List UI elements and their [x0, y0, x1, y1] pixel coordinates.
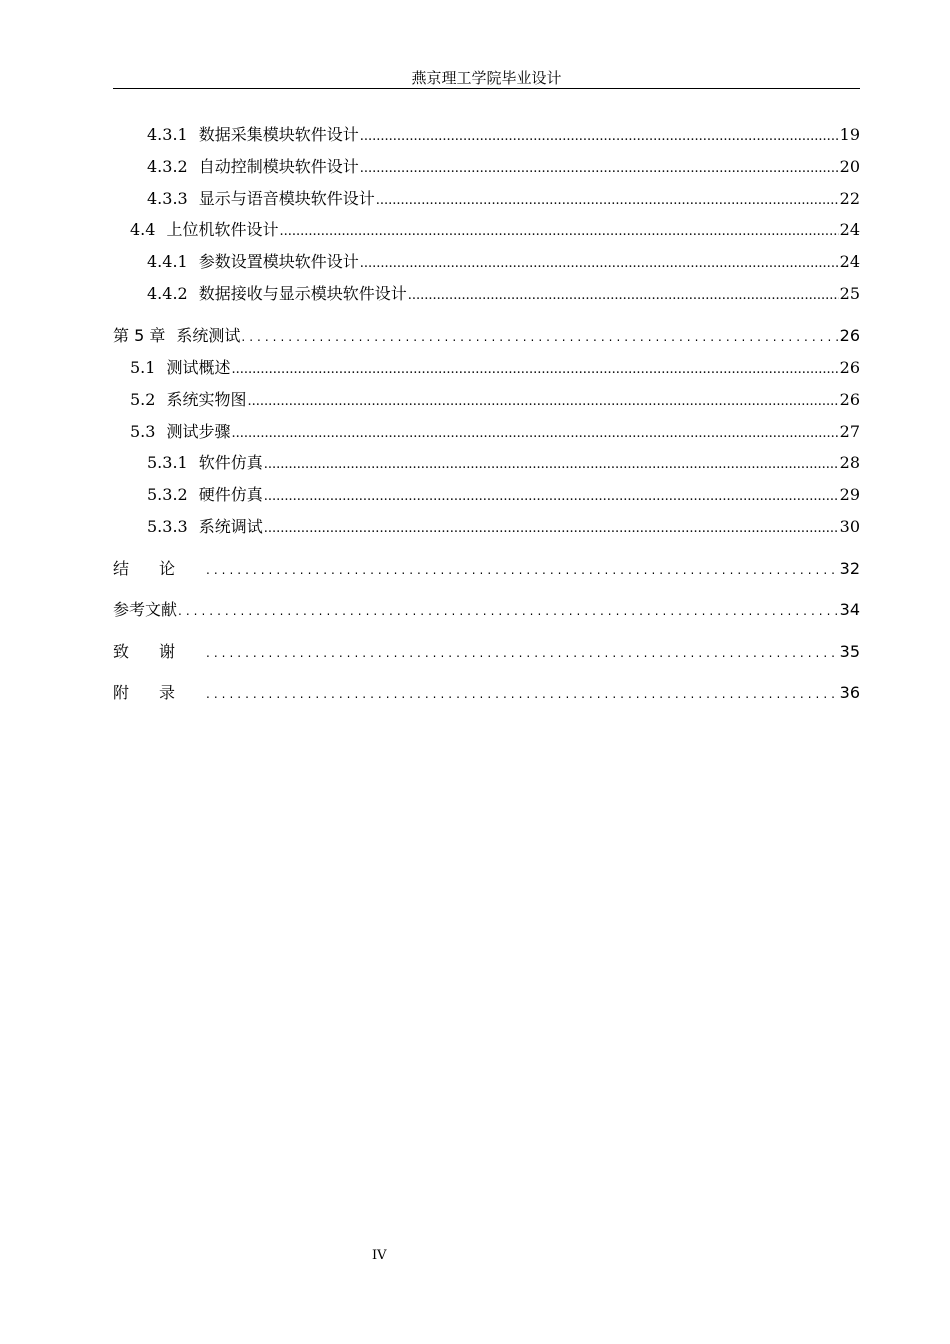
toc-title: 致谢 — [113, 642, 206, 661]
toc-leader — [206, 563, 839, 577]
toc-entry-4-3-1[interactable] — [147, 122, 860, 145]
toc-leader — [408, 288, 839, 303]
toc-page: 36 — [839, 683, 860, 702]
toc-title: 参考文献 — [113, 600, 178, 619]
toc-number: 5.3.1 — [147, 453, 188, 472]
toc-leader — [279, 224, 838, 239]
toc-title: 自动控制模块软件设计 — [198, 157, 359, 176]
toc-page: 26 — [839, 390, 860, 409]
toc-number: 4.4.2 — [147, 284, 188, 303]
toc-title: 数据接收与显示模块软件设计 — [198, 284, 407, 303]
toc-leader — [241, 330, 838, 344]
toc-entry-5-3-3[interactable] — [147, 514, 860, 537]
toc-page: 27 — [839, 422, 860, 441]
toc-number: 5.2 — [130, 390, 156, 409]
toc-entry-4-4[interactable] — [130, 217, 860, 240]
toc-leader — [360, 129, 839, 144]
toc-entry-appendix[interactable] — [113, 680, 860, 703]
toc-leader — [206, 687, 839, 701]
toc-title: 显示与语音模块软件设计 — [198, 189, 375, 208]
toc-number: 5.3.2 — [147, 485, 188, 504]
toc-number: 第 5 章 — [113, 326, 166, 345]
toc-entry-references[interactable] — [113, 597, 860, 620]
toc-title: 测试步骤 — [166, 422, 231, 441]
toc-title: 测试概述 — [166, 358, 231, 377]
toc-page: 28 — [839, 453, 860, 472]
toc-leader — [264, 489, 839, 504]
toc-number: 5.1 — [130, 358, 156, 377]
toc-page: 34 — [839, 600, 860, 619]
page-number: IV — [372, 1248, 387, 1263]
toc-title: 附录 — [113, 683, 206, 702]
toc-entry-conclusion[interactable] — [113, 556, 860, 579]
toc-page: 24 — [839, 252, 860, 271]
toc-page: 19 — [839, 125, 860, 144]
toc-leader — [206, 646, 839, 660]
toc-number: 4.3.1 — [147, 125, 188, 144]
toc-number: 5.3.3 — [147, 517, 188, 536]
toc-entry-acknowledgements[interactable] — [113, 639, 860, 662]
toc-page: 25 — [839, 284, 860, 303]
toc-title: 结论 — [113, 559, 206, 578]
page-header — [113, 68, 860, 89]
toc-leader — [376, 193, 839, 208]
toc-page: 24 — [839, 220, 860, 239]
toc-number: 4.4.1 — [147, 252, 188, 271]
toc-entry-5-3[interactable] — [130, 419, 860, 442]
toc-title: 上位机软件设计 — [166, 220, 279, 239]
toc-leader — [178, 604, 839, 618]
toc-entry-5-2[interactable] — [130, 387, 860, 410]
toc-page: 32 — [839, 559, 860, 578]
toc-page: 35 — [839, 642, 860, 661]
toc-entry-4-4-1[interactable] — [147, 249, 860, 272]
toc-leader — [360, 256, 839, 271]
toc-page: 26 — [839, 358, 860, 377]
toc-leader — [231, 426, 838, 441]
toc-entry-5-3-2[interactable] — [147, 482, 860, 505]
toc-page: 30 — [839, 517, 860, 536]
toc-leader — [231, 362, 838, 377]
toc-entry-4-3-3[interactable] — [147, 186, 860, 209]
toc-leader — [264, 457, 839, 472]
toc-title: 系统测试 — [176, 326, 241, 345]
toc-entry-5-1[interactable] — [130, 355, 860, 378]
toc-title: 系统调试 — [198, 517, 263, 536]
toc-title: 数据采集模块软件设计 — [198, 125, 359, 144]
toc-title: 硬件仿真 — [198, 485, 263, 504]
toc-page: 22 — [839, 189, 860, 208]
toc-page: 29 — [839, 485, 860, 504]
toc-title: 参数设置模块软件设计 — [198, 252, 359, 271]
toc-number: 4.3.2 — [147, 157, 188, 176]
toc-leader — [247, 394, 838, 409]
toc-number: 4.3.3 — [147, 189, 188, 208]
toc-title: 软件仿真 — [198, 453, 263, 472]
toc-entry-5-3-1[interactable] — [147, 450, 860, 473]
toc-entry-4-3-2[interactable] — [147, 154, 860, 177]
toc-entry-4-4-2[interactable] — [147, 281, 860, 304]
toc-title: 系统实物图 — [166, 390, 247, 409]
toc-number: 4.4 — [130, 220, 156, 239]
toc-entry-chapter-5[interactable] — [113, 323, 860, 346]
toc-number: 5.3 — [130, 422, 156, 441]
toc-leader — [264, 521, 839, 536]
toc-leader — [360, 161, 839, 176]
header-title: 燕京理工学院毕业设计 — [411, 69, 562, 87]
toc-page: 26 — [839, 326, 860, 345]
toc-page: 20 — [839, 157, 860, 176]
